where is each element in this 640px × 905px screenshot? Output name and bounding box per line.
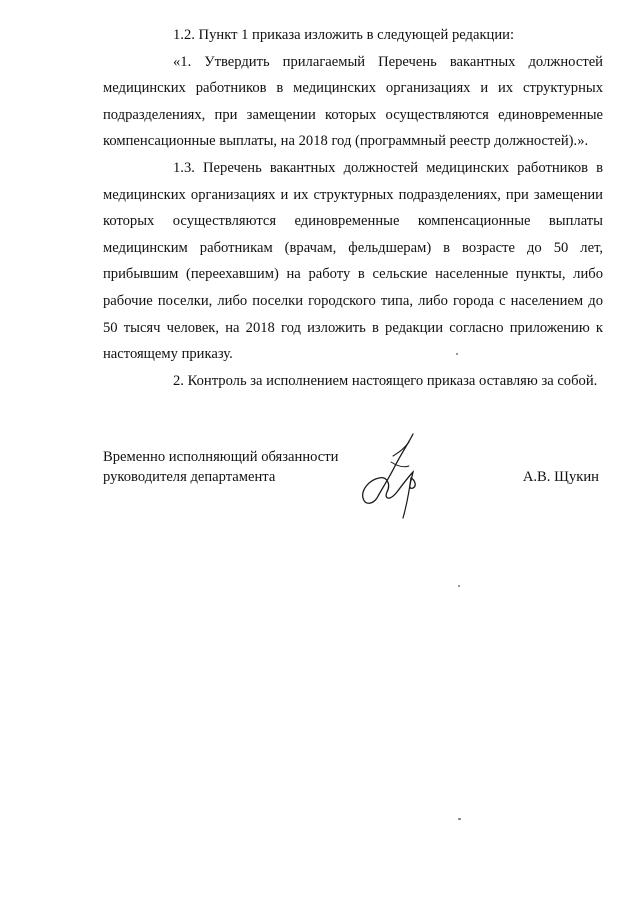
paragraph-text: Пункт 1 приказа изложить в следующей редакции: bbox=[198, 27, 515, 43]
signature-block bbox=[103, 447, 603, 537]
paragraph-text: Контроль за исполнением настоящего приказа оставляю за собой. bbox=[187, 372, 598, 389]
signatory-role bbox=[103, 447, 363, 487]
paragraph-1-2 bbox=[103, 22, 603, 49]
scan-speck bbox=[456, 353, 458, 355]
paragraph-quoted-1 bbox=[103, 49, 603, 155]
paragraph-number: «1. bbox=[173, 53, 192, 70]
paragraph-2 bbox=[103, 368, 603, 395]
signatory-name: А.В. Щукин bbox=[522, 469, 599, 485]
paragraph-number: 1.3. bbox=[173, 159, 195, 176]
paragraph-text: Перечень вакантных должностей медицинских работников в медицинских организациях и их структурных подразделениях, при замещении которых осуществляются единовременные компенсационные выплаты медицинским работникам (врачам, фельдшерам) в возрасте до 50 лет, прибывшим (переехавшим) на работу в сельские населенные пункты, либо рабочие поселки, либо поселки городского типа, либо города с населением до 50 тысяч человек, на 2018 год изложить в редакции согласно приложению к настоящему приказу. bbox=[103, 159, 604, 363]
paragraph-number: 1.2. bbox=[173, 27, 195, 43]
paragraph-text: Утвердить прилагаемый Перечень вакантных должностей медицинских работников в медицинских организациях и их структурных подразделениях, при замещении которых осуществляются единовременные компенсационные выплаты, на 2018 год (программный реестр должностей).». bbox=[103, 53, 603, 150]
paragraph-1-3 bbox=[103, 155, 603, 368]
paragraph-number: 2. bbox=[173, 372, 184, 389]
document-body bbox=[103, 22, 603, 394]
signatory-role-line: Временно исполняющий обязанности bbox=[103, 449, 339, 465]
signatory-role-line: руководителя департамента bbox=[103, 469, 276, 485]
scan-speck bbox=[458, 818, 461, 820]
scan-speck bbox=[458, 585, 460, 587]
handwritten-signature bbox=[353, 432, 433, 532]
